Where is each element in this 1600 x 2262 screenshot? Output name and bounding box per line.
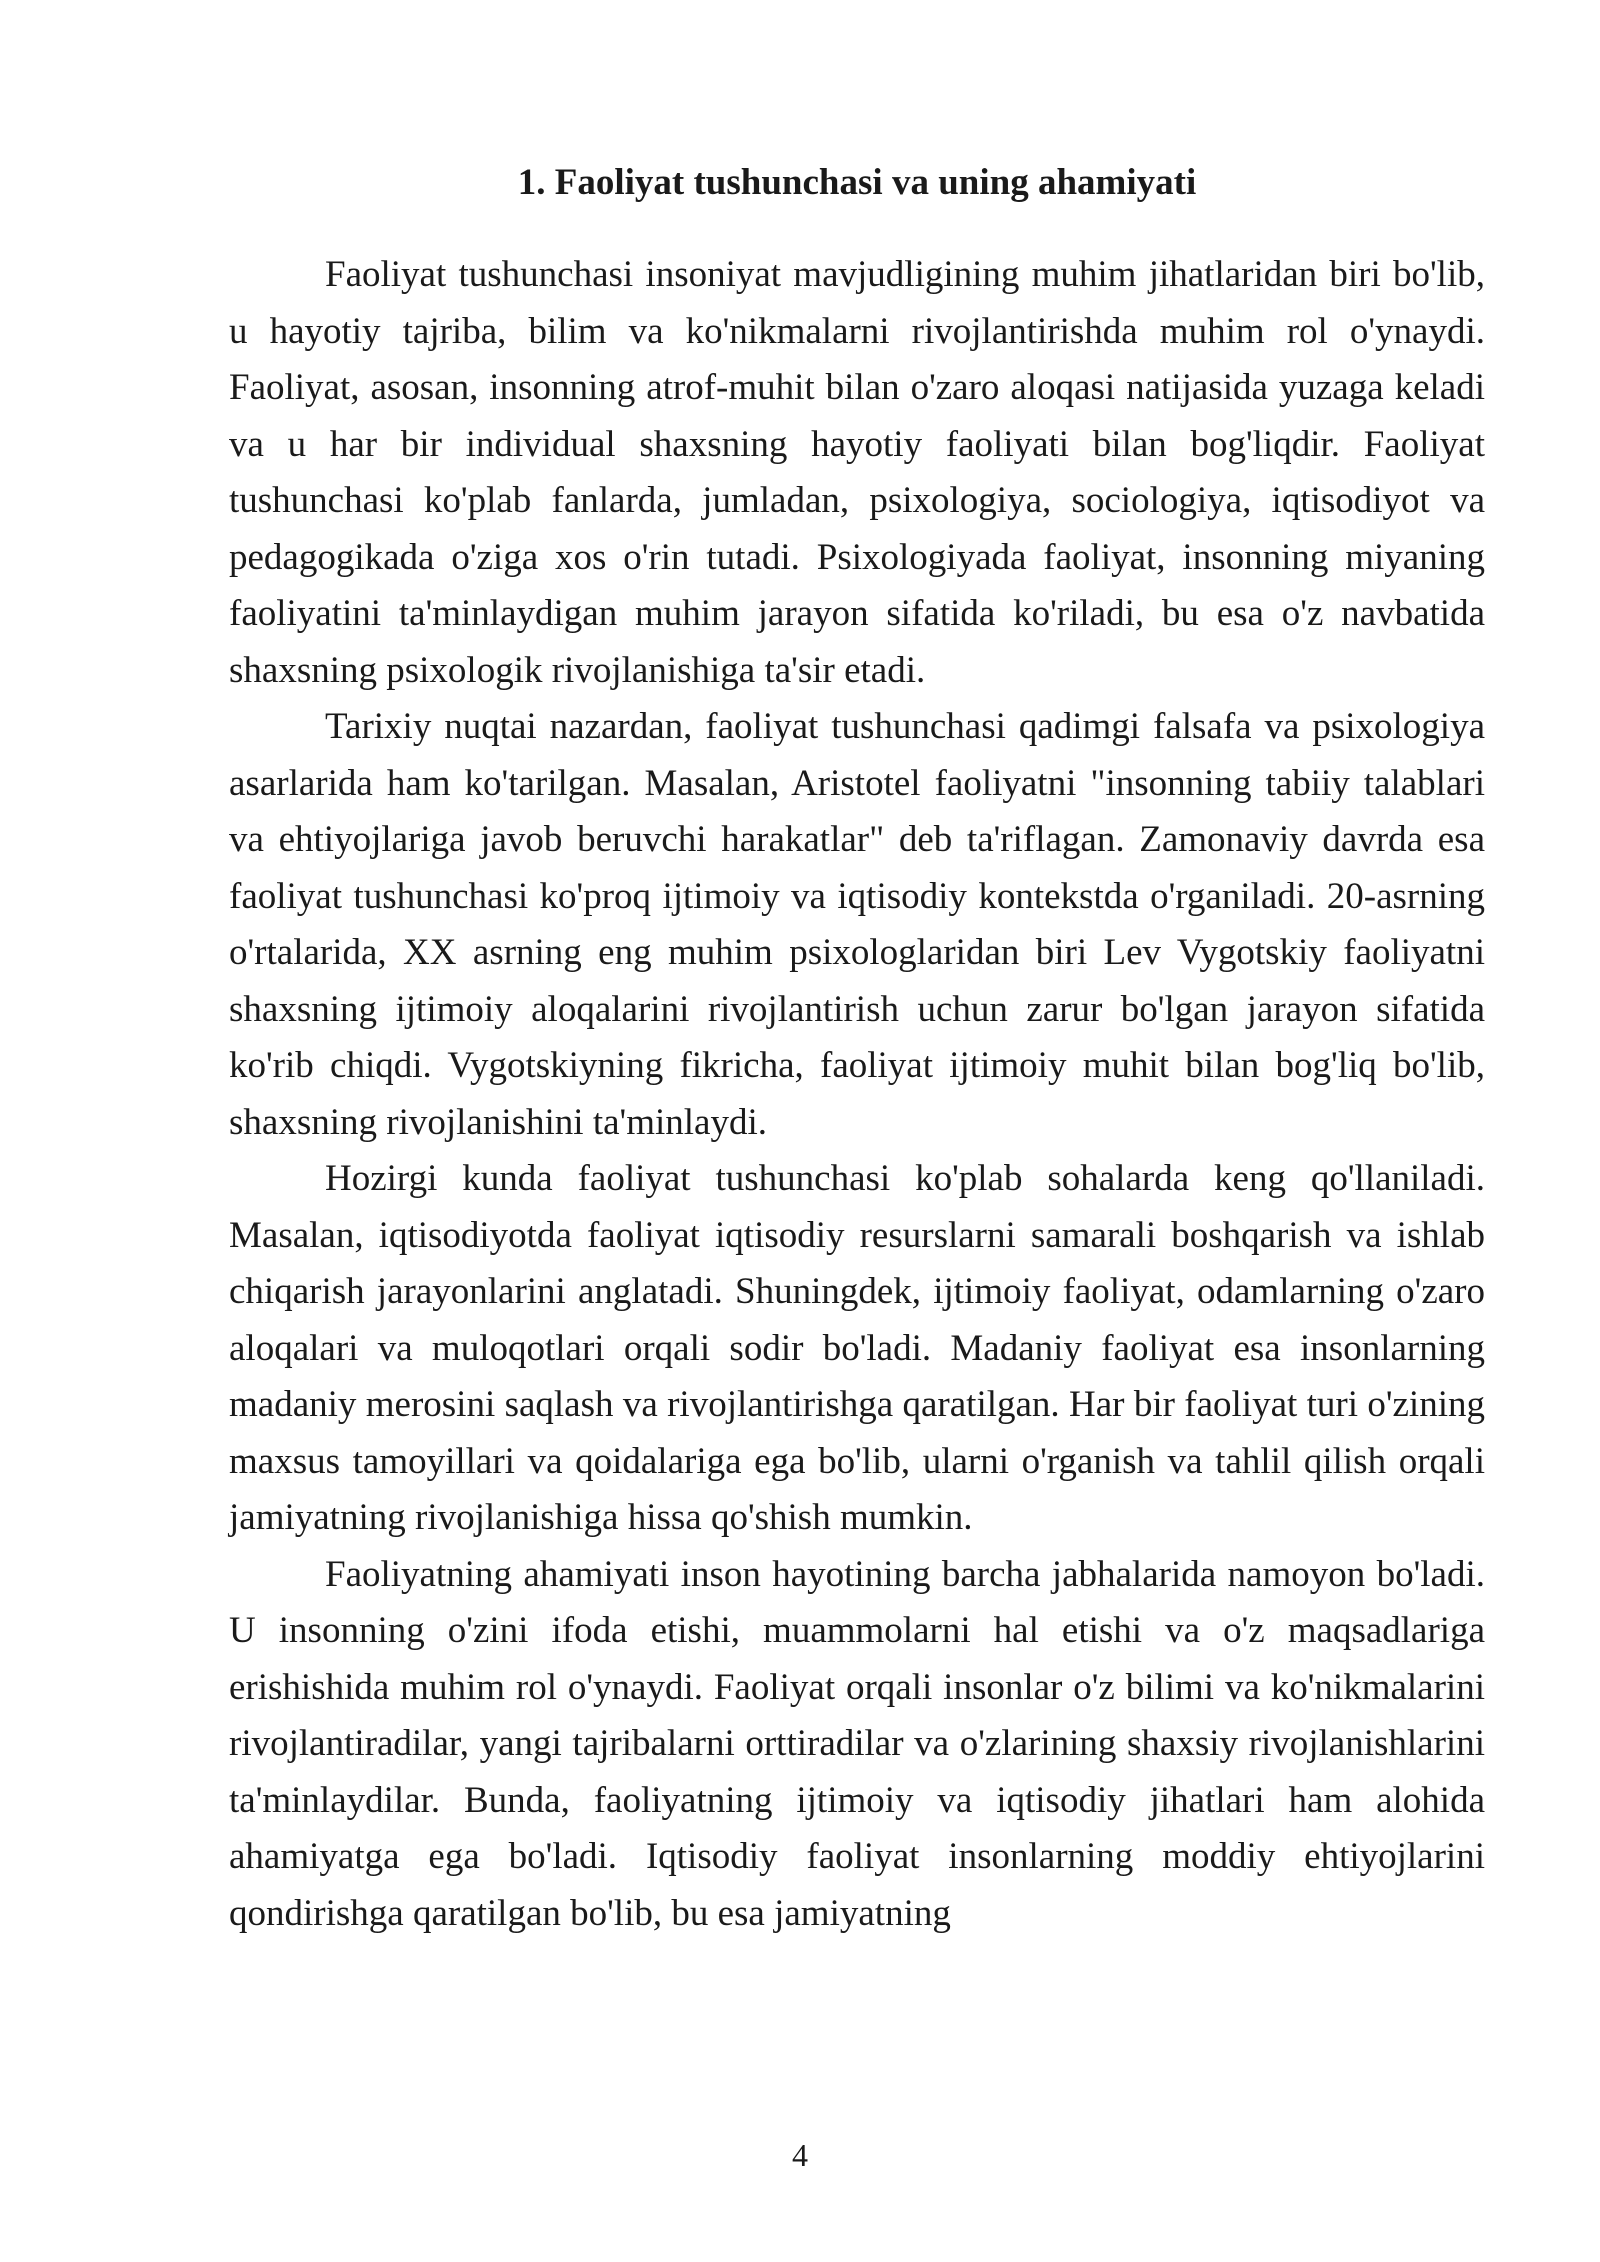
section-heading: 1. Faoliyat tushunchasi va uning ahamiyati [517,162,1197,203]
body-text [229,247,1485,1942]
paragraph-1: Faoliyat tushunchasi insoniyat mavjudligining muhim jihatlaridan biri bo'lib, u hayotiy tajriba, bilim va ko'nikmalarni rivojlantirishda muhim rol o'ynaydi. Faoliyat, asosan, insonning atrof-muhit bilan o'zaro aloqasi natijasida yuzaga keladi va u har bir individual shaxsning hayotiy faoliyati bilan bog'liqdir. Faoliyat tushunchasi ko'plab fanlarda, jumladan, psixologiya, sociologiya, iqtisodiyot va pedagogikada o'ziga xos o'rin tutadi. Psixologiyada faoliyat, insonning miyaning faoliyatini ta'minlaydigan muhim jarayon sifatida ko'riladi, bu esa o'z navbatida shaxsning psixologik rivojlanishiga ta'sir etadi. [229,254,1485,691]
paragraph-4: Faoliyatning ahamiyati inson hayotining barcha jabhalarida namoyon bo'ladi. U insonning o'zini ifoda etishi, muammolarni hal etishi va o'z maqsadlariga erishishida muhim rol o'ynaydi. Faoliyat orqali insonlar o'z bilimi va ko'nikmalarini rivojlantiradilar, yangi tajribalarni orttiradilar va o'zlarining shaxsiy rivojlanishlarini ta'minlaydilar. Bunda, faoliyatning ijtimoiy va iqtisodiy jihatlari ham alohida ahamiyatga ega bo'ladi. Iqtisodiy faoliyat insonlarning moddiy ehtiyojlarini qondirishga qaratilgan bo'lib, bu esa jamiyatning [229,1553,1485,1934]
paragraph-2: Tarixiy nuqtai nazardan, faoliyat tushunchasi qadimgi falsafa va psixologiya asarlarida ham ko'tarilgan. Masalan, Aristotel faoliyatni "insonning tabiiy talablari va ehtiyojlariga javob beruvchi harakatlar" deb ta'riflagan. Zamonaviy davrda esa faoliyat tushunchasi ko'proq ijtimoiy va iqtisodiy kontekstda o'rganiladi. 20-asrning o'rtalarida, XX asrning eng muhim psixologlaridan biri Lev Vygotskiy faoliyatni shaxsning ijtimoiy aloqalarini rivojlantirish uchun zarur bo'lgan jarayon sifatida ko'rib chiqdi. Vygotskiyning fikricha, faoliyat ijtimoiy muhit bilan bog'liq bo'lib, shaxsning rivojlanishini ta'minlaydi. [229,706,1485,1143]
paragraph-3: Hozirgi kunda faoliyat tushunchasi ko'plab sohalarda keng qo'llaniladi. Masalan, iqtisodiyotda faoliyat iqtisodiy resurslarni samarali boshqarish va ishlab chiqarish jarayonlarini anglatadi. Shuningdek, ijtimoiy faoliyat, odamlarning o'zaro aloqalari va muloqotlari orqali sodir bo'ladi. Madaniy faoliyat esa insonlarning madaniy merosini saqlash va rivojlantirishga qaratilgan. Har bir faoliyat turi o'zining maxsus tamoyillari va qoidalariga ega bo'lib, ularni o'rganish va tahlil qilish orqali jamiyatning rivojlanishiga hissa qo'shish mumkin. [229,1158,1485,1538]
page-number: 4 [792,2137,808,2173]
